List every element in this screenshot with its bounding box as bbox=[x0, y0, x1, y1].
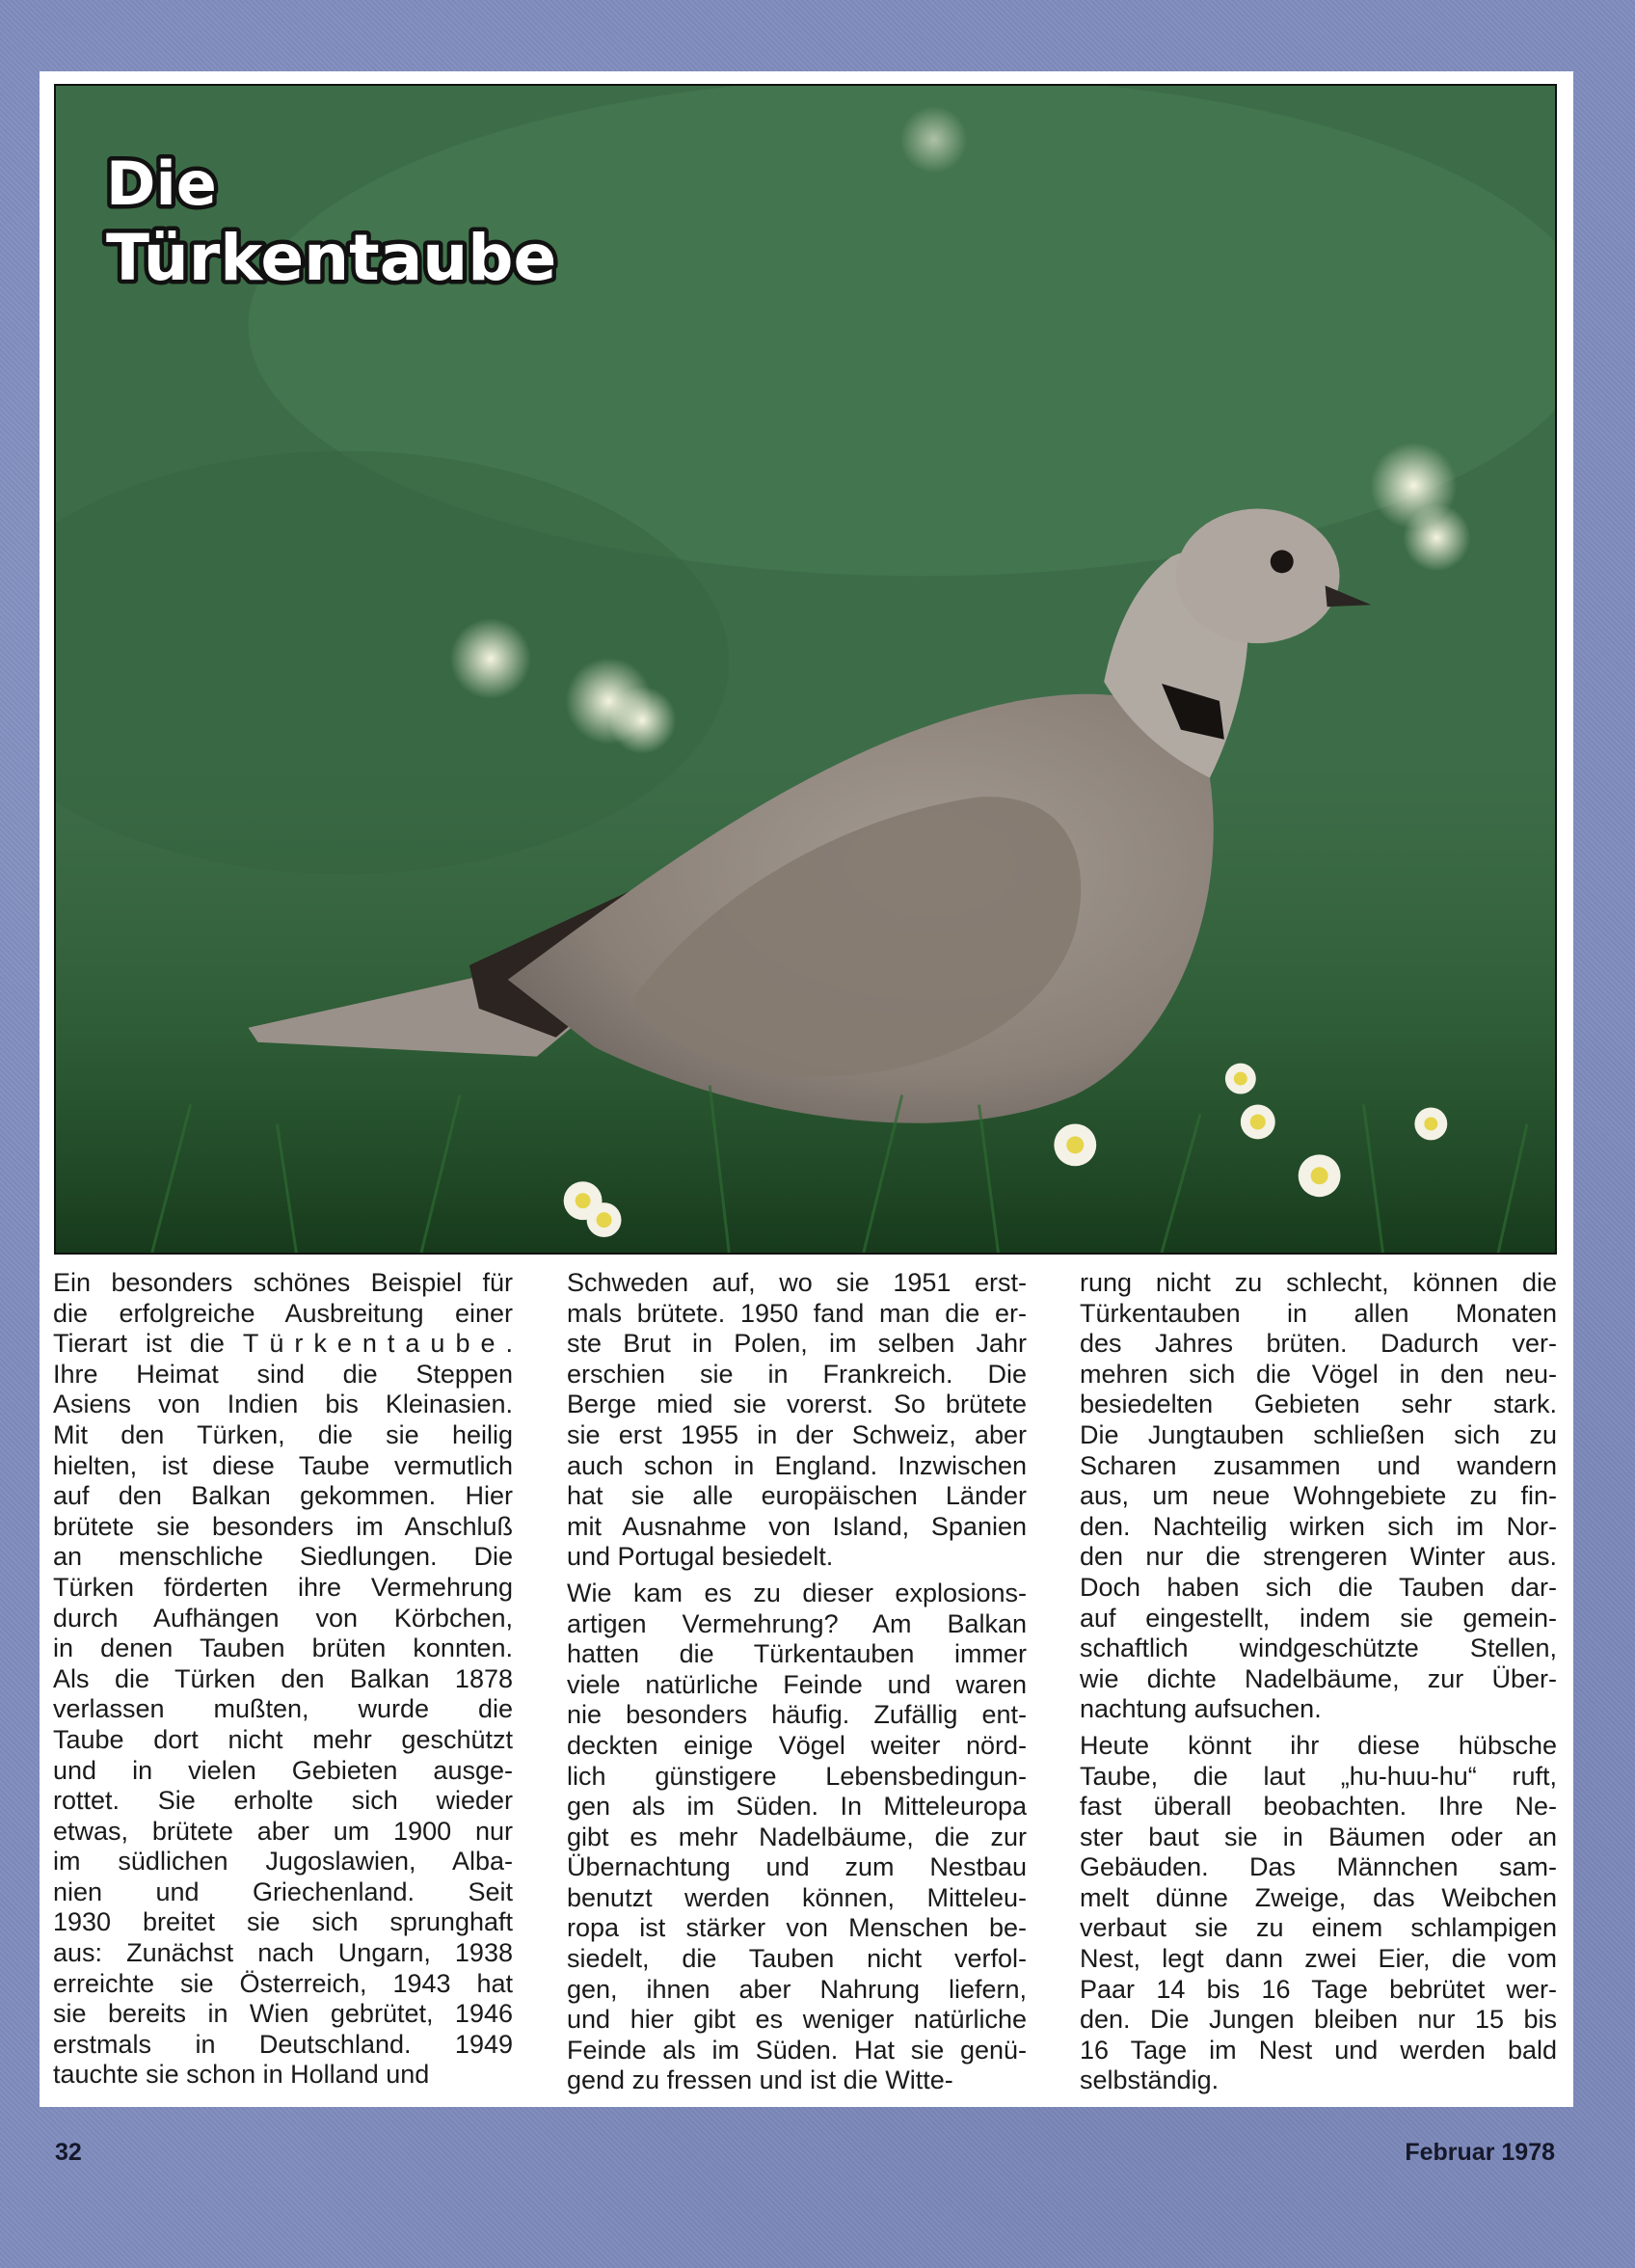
text-line: Als die Türken den Balkan 1878 bbox=[53, 1663, 513, 1693]
daisy bbox=[1054, 1123, 1096, 1166]
text-line: nie besonders häufig. Zufällig ent- bbox=[567, 1700, 1027, 1730]
article-column-2 bbox=[567, 1268, 1027, 2096]
text-line: Berge mied sie vorerst. So brütete bbox=[567, 1390, 1027, 1419]
blurred-flower bbox=[609, 687, 677, 754]
text-line: melt dünne Zweige, das Weibchen bbox=[1080, 1882, 1557, 1912]
text-line: den nur die strengeren Winter aus. bbox=[1080, 1542, 1557, 1572]
text-line: gend zu fressen und ist die Witte- bbox=[567, 2066, 953, 2095]
daisy bbox=[1414, 1107, 1447, 1140]
text-line: gen als im Süden. In Mitteleuropa bbox=[567, 1792, 1027, 1822]
text-line: Scharen zusammen und wandern bbox=[1080, 1450, 1557, 1480]
text-line: Schweden auf, wo sie 1951 erst- bbox=[567, 1268, 1027, 1297]
text-line: ster baut sie in Bäumen oder an bbox=[1080, 1822, 1557, 1851]
text-line: erstmals in Deutschland. 1949 bbox=[53, 2029, 513, 2059]
text-line: nien und Griechenland. Seit bbox=[53, 1876, 513, 1906]
text-line: Gebäuden. Das Männchen sam- bbox=[1080, 1852, 1557, 1882]
text-line: lich günstigere Lebensbedingun- bbox=[567, 1761, 1027, 1791]
text-line: verbaut sie zu einem schlampigen bbox=[1080, 1913, 1557, 1943]
text-line: brütete sie besonders im Anschluß bbox=[53, 1511, 513, 1541]
text-line: Paar 14 bis 16 Tage bebrütet wer- bbox=[1080, 1974, 1557, 2004]
text-line: etwas, brütete aber um 1900 nur bbox=[53, 1816, 513, 1846]
text-line: die erfolgreiche Ausbreitung einer bbox=[53, 1298, 513, 1328]
text-line: auf den Balkan gekommen. Hier bbox=[53, 1481, 513, 1511]
text-line: Die Jungtauben schließen sich zu bbox=[1080, 1419, 1557, 1449]
blurred-flower bbox=[1403, 504, 1470, 572]
text-line: mals brütete. 1950 fand man die er- bbox=[567, 1298, 1027, 1328]
text-line: deckten einige Vögel weiter nörd- bbox=[567, 1730, 1027, 1760]
text-line: rottet. Sie erholte sich wieder bbox=[53, 1786, 513, 1816]
paragraph bbox=[567, 1268, 1027, 1573]
text-line: rung nicht zu schlecht, können die bbox=[1080, 1268, 1557, 1297]
text-line: sie bereits in Wien gebrütet, 1946 bbox=[53, 1999, 513, 2029]
text-line: siedelt, die Tauben nicht verfol- bbox=[567, 1944, 1027, 1974]
text-line: besiedelten Gebieten sehr stark. bbox=[1080, 1390, 1557, 1419]
text-line: nachtung aufsuchen. bbox=[1080, 1694, 1322, 1724]
daisy bbox=[587, 1202, 622, 1237]
text-line: Türkentauben in allen Monaten bbox=[1080, 1298, 1557, 1328]
text-line: Heute könnt ihr diese hübsche bbox=[1080, 1730, 1557, 1760]
text-line: artigen Vermehrung? Am Balkan bbox=[567, 1608, 1027, 1638]
text-line: hat sie alle europäischen Länder bbox=[567, 1481, 1027, 1511]
text-line: gibt es mehr Nadelbäume, die zur bbox=[567, 1822, 1027, 1851]
text-line: Wie kam es zu dieser explosions- bbox=[567, 1578, 1027, 1607]
text-line: verlassen mußten, wurde die bbox=[53, 1694, 513, 1724]
text-line: wie dichte Nadelbäume, zur Über- bbox=[1080, 1663, 1557, 1693]
text-line: und hier gibt es weniger natürliche bbox=[567, 2005, 1027, 2035]
text-line: im südlichen Jugoslawien, Alba- bbox=[53, 1847, 513, 1876]
text-line: auch schon in England. Inzwischen bbox=[567, 1450, 1027, 1480]
article-column-3 bbox=[1080, 1268, 1557, 2096]
text-line: Taube, die laut „hu-huu-hu“ ruft, bbox=[1080, 1761, 1557, 1791]
text-line: Feinde als im Süden. Hat sie genü- bbox=[567, 2035, 1027, 2065]
article-column-1 bbox=[53, 1268, 513, 2091]
title-line-1: Die bbox=[106, 148, 217, 219]
text-line: gen, ihnen aber Nahrung liefern, bbox=[567, 1974, 1027, 2004]
text-line: Doch haben sich die Tauben dar- bbox=[1080, 1572, 1557, 1602]
daisy bbox=[1225, 1064, 1256, 1094]
daisy bbox=[1241, 1105, 1275, 1140]
text-line: mit Ausnahme von Island, Spanien bbox=[567, 1511, 1027, 1541]
text-line: Mit den Türken, die sie heilig bbox=[53, 1419, 513, 1449]
emphasized-word: Türkentaube bbox=[242, 1329, 506, 1359]
text-line: Übernachtung und zum Nestbau bbox=[567, 1852, 1027, 1882]
text-line: Nest, legt dann zwei Eier, die vom bbox=[1080, 1944, 1557, 1974]
text-line: auf eingestellt, indem sie gemein- bbox=[1080, 1603, 1557, 1633]
text-line: viele natürliche Feinde und waren bbox=[567, 1669, 1027, 1699]
article-title bbox=[96, 145, 675, 309]
daisy bbox=[1299, 1154, 1341, 1197]
paragraph bbox=[53, 1268, 513, 2091]
text-line: den. Die Jungen bleiben nur 15 bis bbox=[1080, 2005, 1557, 2035]
text-line: Asiens von Indien bis Kleinasien. bbox=[53, 1390, 513, 1419]
text-line: schaftlich windgeschützte Stellen, bbox=[1080, 1634, 1557, 1663]
text-line: benutzt werden können, Mitteleu- bbox=[567, 1882, 1027, 1912]
text-line: den. Nachteilig wirken sich im Nor- bbox=[1080, 1511, 1557, 1541]
text-line: Ein besonders schönes Beispiel für bbox=[53, 1268, 513, 1297]
blurred-flower bbox=[900, 106, 968, 174]
text-line: aus, um neue Wohngebiete zu fin- bbox=[1080, 1481, 1557, 1511]
dove-eye bbox=[1271, 550, 1294, 573]
text-line: des Jahres brüten. Dadurch ver- bbox=[1080, 1329, 1557, 1359]
text-line: selbständig. bbox=[1080, 2066, 1220, 2095]
text-line: Tierart ist die Türkentaube. bbox=[53, 1329, 513, 1359]
title-line-2: Türkentaube bbox=[106, 221, 557, 295]
paragraph bbox=[1080, 1731, 1557, 2096]
issue-date: Februar 1978 bbox=[1405, 2139, 1555, 2166]
text-line: 16 Tage im Nest und werden bald bbox=[1080, 2035, 1557, 2065]
text-line: aus: Zunächst nach Ungarn, 1938 bbox=[53, 1938, 513, 1968]
text-line: ste Brut in Polen, im selben Jahr bbox=[567, 1329, 1027, 1359]
text-line: hielten, ist diese Taube vermutlich bbox=[53, 1450, 513, 1480]
text-line: durch Aufhängen von Körbchen, bbox=[53, 1603, 513, 1633]
text-line: ropa ist stärker von Menschen be- bbox=[567, 1913, 1027, 1943]
blurred-flower bbox=[450, 618, 531, 699]
text-line: mehren sich die Vögel in den neu- bbox=[1080, 1359, 1557, 1389]
page-number: 32 bbox=[55, 2139, 82, 2166]
paragraph bbox=[1080, 1268, 1557, 1725]
text-line: Ihre Heimat sind die Steppen bbox=[53, 1359, 513, 1389]
paragraph bbox=[567, 1579, 1027, 2096]
text-line: Taube dort nicht mehr geschützt bbox=[53, 1724, 513, 1754]
text-line: erschien sie in Frankreich. Die bbox=[567, 1359, 1027, 1389]
text-line: in denen Tauben brüten konnten. bbox=[53, 1634, 513, 1663]
text-line: hatten die Türkentauben immer bbox=[567, 1639, 1027, 1669]
text-line: erreichte sie Österreich, 1943 hat bbox=[53, 1968, 513, 1998]
text-line: und Portugal besiedelt. bbox=[567, 1542, 834, 1572]
text-line: 1930 breitet sie sich sprunghaft bbox=[53, 1907, 513, 1937]
text-line: tauchte sie schon in Holland und bbox=[53, 2060, 430, 2090]
text-line: und in vielen Gebieten ausge- bbox=[53, 1755, 513, 1785]
dove-head bbox=[1176, 509, 1340, 644]
text-line: Türken förderten ihre Vermehrung bbox=[53, 1572, 513, 1602]
text-line: an menschliche Siedlungen. Die bbox=[53, 1542, 513, 1572]
text-line: fast überall beobachten. Ihre Ne- bbox=[1080, 1792, 1557, 1822]
text-line: sie erst 1955 in der Schweiz, aber bbox=[567, 1419, 1027, 1449]
